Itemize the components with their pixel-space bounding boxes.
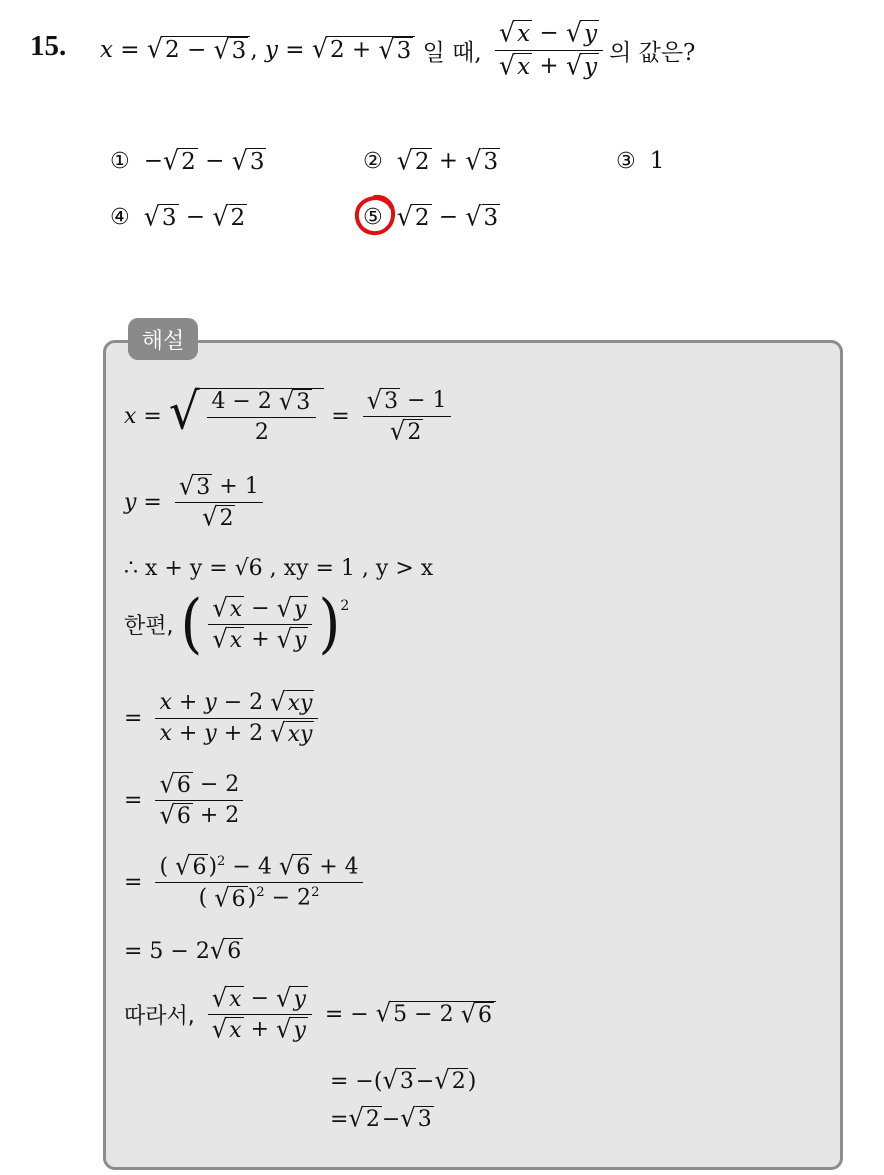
choice-number: ① [110,149,130,175]
solution-line-11: = √ 2 − √ 3 [330,1103,432,1133]
choice-text: − √ 2 − √ 3 [143,145,265,176]
choice-2[interactable] [363,145,500,176]
solution-line-7: = ( √ 6 )$^2$ − 4 √ 6 + 4 ( √ 6 )$^2 - 2^2$ [124,854,369,912]
choice-text: √ 3 − √ 2 [143,201,246,232]
solution-line-10: = −( √ 3 − √ 2 ) [330,1065,477,1095]
solution-line-6: = √ 6 − 2 √ 6 + 2 [124,772,249,830]
choice-number: ③ [616,148,636,174]
solution-box [103,340,843,1170]
choice-5[interactable] [363,201,500,232]
choice-4[interactable] [110,201,247,232]
solution-line-y: y = √ 3 + 1 √ 2 [124,474,269,532]
choice-number: ④ [110,205,130,231]
choice-number: ⑤ [363,205,383,230]
solution-line-x: x = √ 4 − 2 √ 3 2 = √ 3 − 1 √ 2 [124,388,457,446]
choice-number: ② [363,149,383,175]
question-number: 15. [30,30,67,62]
choice-text: √ 2 + √ 3 [396,145,499,176]
solution-tag: 해설 [128,318,198,360]
question-stem: x = √ 2 − √ 3 , y = √ 2 + √ 3 일 때, √ x − √ y √ x + √ y 의 값은? [100,17,696,81]
solution-line-ttaraseo: 따라서, √ x − √ y √ x + √ y = − √ 5 − 2 √ 6 [124,986,496,1044]
solution-line-8: = 5 − 2 √ 6 [124,935,242,965]
when-text: 일 때, [422,39,482,66]
answer-circle-mark [353,193,397,237]
solution-line-hanpyeon: 한편, ( √ x − √ y √ x + √ y ) 2 [124,586,350,662]
choice-3[interactable] [616,148,664,174]
solution-line-5: = x + y − 2 √ xy x + y + 2 √ xy [124,690,324,748]
choice-1[interactable] [110,145,266,176]
expression-fraction: √ x − √ y √ x + √ y [495,20,603,80]
choice-text: √ 2 − √ 3 [396,201,499,232]
stem-suffix: 의 값은? [609,39,696,66]
choice-text: 1 [649,148,665,174]
solution-line-therefore: ∴ x + y = √6 , xy = 1 , y > x [124,556,434,581]
